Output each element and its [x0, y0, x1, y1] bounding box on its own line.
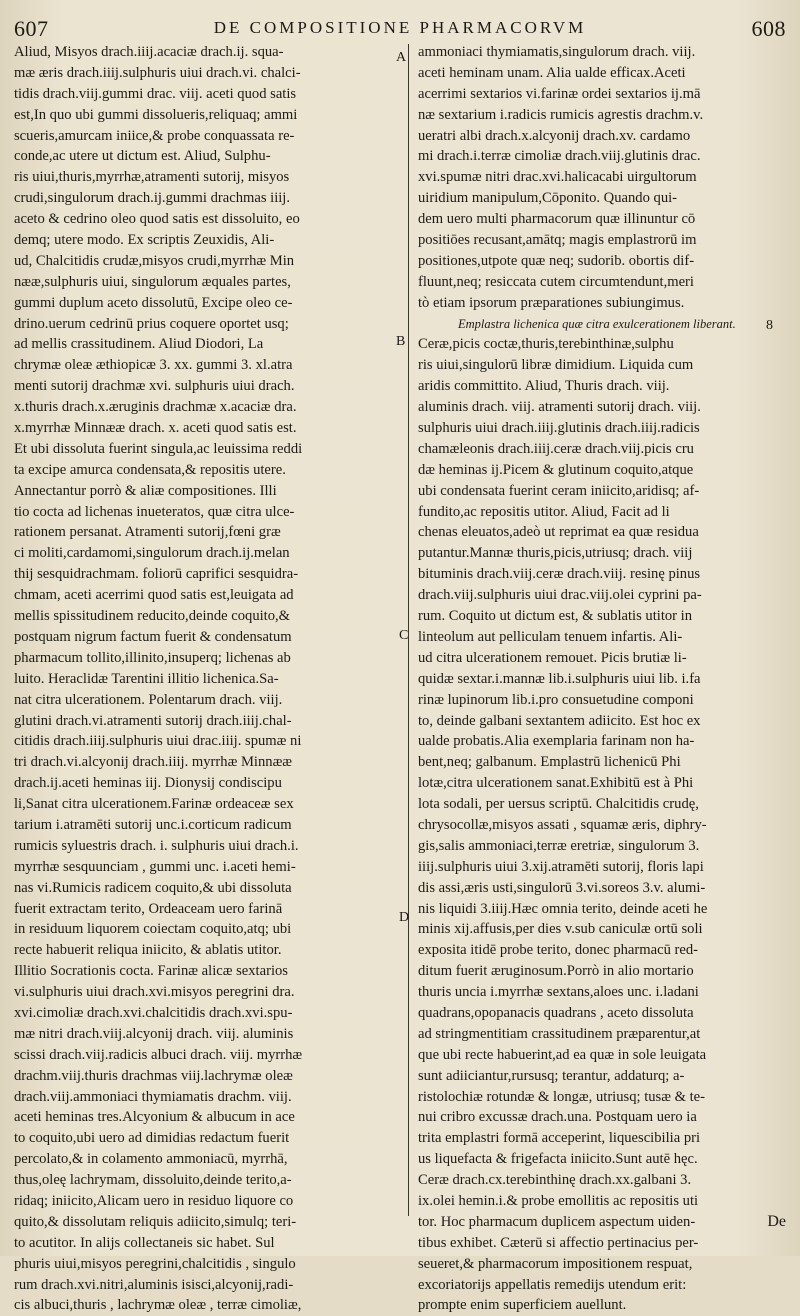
- text-line: rinæ lupinorum lib.i.pro consuetudine componi: [418, 691, 694, 708]
- text-line: vi.sulphuris uiui drach.xvi.misyos peregrini dra.: [14, 984, 295, 1001]
- left-text-column: [14, 42, 400, 1316]
- text-line: quito,& dissolutam reliquis adiicito,simulq; teri-: [14, 1213, 297, 1230]
- page-number-right: 608: [751, 16, 786, 41]
- text-line: Ceræ drach.cx.terebinthinę drach.xx.galbani 3.: [418, 1172, 692, 1189]
- text-line: in residuum liquorem coiectam coquito,atq; ubi: [14, 921, 292, 938]
- text-line: scissi drach.viij.radicis albuci drach. viij. myrrhæ: [14, 1046, 303, 1063]
- text-line: que ubi recte habuerint,ad ea quæ in sole leuigata: [418, 1046, 707, 1063]
- text-line: gis,salis ammoniaci,terræ eretriæ, singulorum 3.: [418, 837, 700, 854]
- text-line: aceto & cedrino oleo quod satis est dissoluito, eo: [14, 211, 300, 228]
- text-line: to acutitor. In alijs collectaneis sic habet. Sul: [14, 1234, 275, 1251]
- text-line: demq; utere modo. Ex scriptis Zeuxidis, Ali-: [14, 232, 275, 249]
- text-line: phuris uiui,misyos peregrini,chalcitidis , singulo: [14, 1255, 296, 1272]
- text-line: mæ æris drach.iiij.sulphuris uiui drach.vi. chalci-: [14, 64, 301, 81]
- text-line: mi drach.i.terræ cimoliæ drach.viij.glutinis drac.: [418, 148, 701, 165]
- text-line: scueris,amurcam iniice,& probe conquassata re-: [14, 127, 295, 144]
- text-line: aceti heminam unam. Alia ualde efficax.Aceti: [418, 64, 686, 81]
- text-line: excoriatorijs appellatis remedijs utendum erit:: [418, 1276, 687, 1293]
- text-line: ta excipe amurca condensata,& repositis utere.: [14, 461, 286, 478]
- right-text-column: [418, 42, 790, 1316]
- margin-marker-8: 8: [766, 318, 773, 333]
- text-line: tor. Hoc pharmacum duplicem aspectum uiden-: [418, 1213, 696, 1230]
- text-line: thuris uncia i.myrrhæ sextans,aloes unc. i.ladani: [418, 984, 699, 1001]
- text-line: bituminis drach.viij.ceræ drach.viij. resinę pinus: [418, 566, 701, 583]
- text-line: postquam nigrum factum fuerit & condensatum: [14, 628, 292, 645]
- text-line: seueret,& pharmacorum impositionem respuat,: [418, 1255, 693, 1272]
- text-line: sulphuris uiui drach.iiij.glutinis drach.iiij.radicis: [418, 420, 700, 437]
- text-line: to, deinde galbani sextantem adiicito. Est hoc ex: [418, 712, 701, 729]
- text-line: drach.ij.aceti heminas iij. Dionysij condiscipu: [14, 775, 282, 792]
- text-line: nas vi.Rumicis radicem coquito,& ubi dissoluta: [14, 879, 292, 896]
- text-line: fuerit extractam terito, Ordeaceam uero farinā: [14, 900, 283, 917]
- text-line: li,Sanat citra ulcerationem.Farinæ ordeaceæ sex: [14, 796, 294, 813]
- text-line: tio cocta ad lichenas inueteratos, quæ citra ulce-: [14, 503, 295, 520]
- text-line: acerrimi sextarios vi.farinæ ordei sextarios ij.mā: [418, 85, 701, 102]
- text-line: tidis drach.viij.gummi drac. viij. aceti quod satis: [14, 85, 297, 102]
- text-line: chamæleonis drach.iiij.ceræ drach.viij.picis cru: [418, 440, 694, 457]
- text-line: dem uero multi pharmacorum quæ illinuntur cō: [418, 211, 696, 228]
- text-line: recte habuerit reliqua iniicito, & ablatis utitor.: [14, 942, 282, 959]
- text-line: nis liquidi 3.iiij.Hæc omnia terito, deinde aceti he: [418, 900, 708, 917]
- text-line: dæ heminas ij.Picem & glutinum coquito,atque: [418, 461, 694, 478]
- text-line: x.thuris drach.x.æruginis drachmæ x.acaciæ dra.: [14, 399, 297, 416]
- text-line: fluunt,neq; resiccata cutem circumtendunt,meri: [418, 273, 694, 290]
- text-line: iiij.sulphuris uiui 3.xij.atramēti sutorij, floris lapi: [418, 858, 704, 875]
- text-line: glutini drach.vi.atramenti sutorij drach.iiij.chal-: [14, 712, 292, 729]
- text-line: sunt adiiciantur,rursusq; terantur, addaturq; a-: [418, 1067, 685, 1084]
- text-line: percolato,& in colamento ammoniacū, myrrhā,: [14, 1151, 288, 1168]
- text-line: mæ nitri drach.viij.alcyonij drach. viij. aluminis: [14, 1025, 294, 1042]
- text-line: ris uiui,thuris,myrrhæ,atramenti sutorij, misyos: [14, 169, 290, 186]
- margin-marker-a: A: [396, 50, 407, 65]
- text-line: xvi.cimoliæ drach.xvi.chalcitidis drach.xvi.spu-: [14, 1004, 293, 1021]
- text-line: trita emplastri formā acceperint, liquescibilia pri: [418, 1130, 701, 1147]
- text-line: quadrans,opopanacis quadrans , aceto dissoluta: [418, 1004, 694, 1021]
- text-line: ad mellis crassitudinem. Aliud Diodori, La: [14, 336, 264, 353]
- text-line: ris uiui,singulorū libræ dimidium. Liquida cum: [418, 357, 694, 374]
- text-line: drach.viij.sulphuris uiui drac.viij.olei cyprini pa-: [418, 587, 702, 604]
- text-line: prompte enim superficiem auellunt.: [418, 1297, 627, 1314]
- text-line: us liquefacta & frigefacta iniicito.Sunt autē hęc.: [418, 1151, 698, 1168]
- text-line: minis xij.affusis,per dies v.sub caniculæ ortū soli: [418, 921, 703, 938]
- text-line: chrymæ oleæ æthiopicæ 3. xx. gummi 3. xl.atra: [14, 357, 293, 374]
- text-line: pharmacum tollito,illinito,insuperq; lichenas ab: [14, 649, 291, 666]
- text-line: Et ubi dissoluta fuerint singula,ac leuissima reddi: [14, 440, 303, 457]
- text-line: cis albuci,thuris , lachrymæ oleæ , terræ cimoliæ,: [14, 1297, 302, 1314]
- text-line: positiones,utpote quæ neq; sudorib. obortis dif-: [418, 252, 695, 269]
- text-line: thij sesquidrachmam. foliorū caprifici sesquidra-: [14, 566, 299, 583]
- text-line: aridis committito. Aliud, Thuris drach. viij.: [418, 378, 670, 395]
- text-line: myrrhæ sesquunciam , gummi unc. i.aceti hemi-: [14, 858, 296, 875]
- text-line: drino.uerum cedrinū prius coquere oportet usq;: [14, 315, 289, 332]
- text-line: drachm.viij.thuris drachmas viij.lachrymæ oleæ: [14, 1067, 293, 1084]
- catchword: De: [767, 1213, 786, 1230]
- text-line: lotæ,citra ulcerationem sanat.Exhibitū est à Phi: [418, 775, 694, 792]
- text-line: drach.viij.ammoniaci thymiamatis drachm. viij.: [14, 1088, 292, 1105]
- text-line: uiridium manipulum,Cōponito. Quando qui-: [418, 190, 678, 207]
- text-line: rum. Coquito ut dictum est, & sublatis utitor in: [418, 608, 693, 625]
- text-line: ud, Chalcitidis crudæ,misyos crudi,myrrhæ Min: [14, 252, 295, 269]
- text-line: positiōes recusant,amātq; magis emplastrorū im: [418, 232, 697, 249]
- text-line: ditum fuerit æruginosum.Porrò in alio mortario: [418, 963, 694, 980]
- text-line: nui cribro excussæ drach.una. Postquam uero ia: [418, 1109, 697, 1126]
- text-line: tò etiam ipsorum præparationes subiungimus.: [418, 294, 685, 311]
- section-heading: Emplastra lichenica quæ citra exulcerationem liberant.: [458, 316, 736, 331]
- text-line: aceti heminas tres.Alcyonium & albucum in ace: [14, 1109, 295, 1126]
- text-line: rationem persanat. Atramenti sutorij,fœni græ: [14, 524, 281, 541]
- text-line: rumicis syluestris drach. i. sulphuris uiui drach.i.: [14, 837, 299, 854]
- text-line: fundito,ac repositis utitor. Aliud, Facit ad li: [418, 503, 670, 520]
- text-line: exposita itidē probe terito, donec pharmacū red-: [418, 942, 699, 959]
- text-line: xvi.spumæ nitri drac.xvi.halicacabi uirgultorum: [418, 169, 697, 186]
- text-line: ud citra ulcerationem remouet. Picis brutiæ li-: [418, 649, 687, 666]
- text-line: chenas eleuatos,adeò ut reprimat ea quæ residua: [418, 524, 699, 541]
- text-line: ueratri albi drach.x.alcyonij drach.xv. cardamo: [418, 127, 691, 144]
- text-line: ubi condensata fuerint ceram iniicito,aridisq; af-: [418, 482, 700, 499]
- text-line: Aliud, Misyos drach.iiij.acaciæ drach.ij. squa-: [14, 44, 284, 60]
- running-header: [14, 14, 786, 40]
- text-line: tibus exhibet. Cæterū si affectio pertinacius per-: [418, 1234, 699, 1251]
- text-line: gummi duplum aceto dissolutū, Excipe oleo ce-: [14, 294, 293, 311]
- text-line: to coquito,ubi uero ad dimidias redactum fuerit: [14, 1130, 290, 1147]
- text-line: nat citra ulcerationem. Polentarum drach. viij.: [14, 691, 283, 708]
- running-title: DE COMPOSITIONE PHARMACORVM: [213, 18, 587, 37]
- text-line: Annectantur porrò & aliæ compositiones. Illi: [14, 482, 277, 499]
- text-line: rum drach.xvi.nitri,aluminis isisci,alcyonij,radi-: [14, 1276, 294, 1293]
- text-line: ammoniaci thymiamatis,singulorum drach. viij.: [418, 44, 696, 60]
- text-line: quidæ sextar.i.mannæ lib.i.sulphuris uiui lib. i.fa: [418, 670, 701, 687]
- margin-marker-b: B: [396, 334, 406, 349]
- text-line: luito. Heraclidæ Tarentini illitio lichenica.Sa-: [14, 670, 279, 687]
- text-line: bent,neq; galbanum. Emplastrū lichenicū Phi: [418, 754, 681, 771]
- text-line: chrysocollæ,misyos assati , squamæ æris, diphry-: [418, 816, 707, 833]
- text-line: linteolum aut pelliculam tenuem infartis. Ali-: [418, 628, 683, 645]
- text-line: næ sextarium i.radicis rumicis agrestis drachm.v.: [418, 106, 704, 123]
- text-line: ix.olei hemin.i.& probe emollitis ac repositis uti: [418, 1192, 699, 1209]
- margin-marker-d: D: [399, 910, 410, 925]
- text-line: Illitio Socrationis cocta. Farinæ alicæ sextarios: [14, 963, 288, 980]
- margin-marker-c: C: [399, 628, 409, 643]
- text-line: ci moliti,cardamomi,singulorum drach.ij.melan: [14, 545, 290, 562]
- text-line: putantur.Mannæ thuris,picis,utriusq; drach. viij: [418, 545, 693, 562]
- text-line: x.myrrhæ Minnææ drach. x. aceti quod satis est.: [14, 420, 297, 437]
- text-line: Ceræ,picis coctæ,thuris,terebinthinæ,sulphu: [418, 336, 674, 353]
- text-line: crudi,singulorum drach.ij.gummi drachmas iiij.: [14, 190, 291, 207]
- text-line: ad stringmentitiam crassitudinem præparentur,at: [418, 1025, 701, 1042]
- text-line: est,In quo ubi gummi dissolueris,reliquaq; ammi: [14, 106, 298, 123]
- text-line: chmam, aceti acerrimi quod satis est,leuigata ad: [14, 587, 294, 604]
- text-line: ualde probatis.Alia exemplaria farinam non ha-: [418, 733, 695, 750]
- text-line: thus,oleę lachrymam, dissoluito,deinde terito,a-: [14, 1172, 292, 1189]
- text-line: tarium i.atramēti sutorij unc.i.corticum radicum: [14, 816, 292, 833]
- text-line: tri drach.vi.alcyonij drach.iiij. myrrhæ Minnææ: [14, 754, 293, 771]
- text-line: menti sutorij drachmæ xvi. sulphuris uiui drach.: [14, 378, 295, 395]
- text-line: aluminis drach. viij. atramenti sutorij drach. viij.: [418, 399, 701, 416]
- text-line: conde,ac utere ut dictum est. Aliud, Sulphu-: [14, 148, 271, 165]
- page-number-left: 607: [14, 16, 49, 41]
- text-line: dis assi,æris usti,singulorū 3.vi.soreos 3.v. alumi-: [418, 879, 706, 896]
- text-line: nææ,sulphuris uiui, singulorum æquales partes,: [14, 273, 291, 290]
- text-line: ristolochiæ rotundæ & longæ, utriusq; tusæ & te-: [418, 1088, 706, 1105]
- text-line: mellis spissitudinem reducito,deinde coquito,&: [14, 608, 291, 625]
- text-line: lota sodali, per uersus scriptū. Chalcitidis crudę,: [418, 796, 699, 813]
- text-line: ridaq; iniicito,Alicam uero in residuo liquore co: [14, 1192, 294, 1209]
- text-line: citidis drach.iiij.sulphuris uiui drac.iiij. spumæ ni: [14, 733, 302, 750]
